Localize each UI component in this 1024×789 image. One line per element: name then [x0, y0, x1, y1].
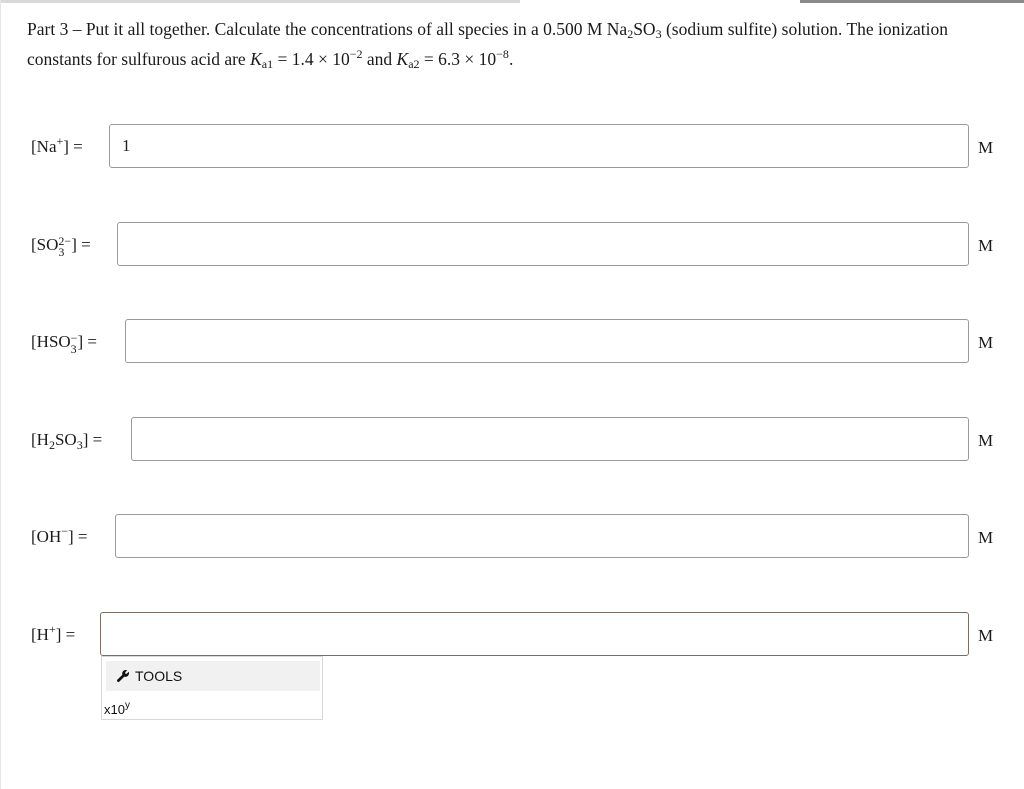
label-hydrogen: [H+] = [31, 622, 76, 644]
answer-row-bisulfite [0, 319, 1024, 365]
label-hydroxide: [OH−] = [31, 524, 88, 546]
unit-sulfurous-acid: M [978, 431, 994, 450]
hydrogen-concentration-input[interactable] [100, 612, 969, 656]
answer-row-sulfite [0, 222, 1024, 268]
answer-row-na [0, 124, 1024, 170]
sulfurous-acid-concentration-input[interactable] [131, 417, 969, 461]
answer-row-hydroxide [0, 514, 1024, 560]
label-bisulfite: [HSO − 3 ] = [31, 331, 97, 356]
unit-na: M [978, 138, 994, 157]
label-na: [Na+] = [31, 134, 83, 156]
label-sulfite: [SO 2− 3 ] = [31, 234, 91, 259]
unit-sulfite: M [978, 236, 994, 255]
answer-row-sulfurous-acid [0, 417, 1024, 463]
question-text: Part 3 – Put it all together. Calculate the concentrations of all species in a 0.500 M Na2SO3 (sodium sulfite) solution. The ionization constants for sulfurous acid are $Ka1 = 1.4 \times 10^{-2}$ and $Ka2 = 6.3 \times 10^{-8}$. [27, 19, 949, 71]
left-frame-line [0, 0, 1, 789]
hydroxide-concentration-input[interactable] [115, 514, 969, 558]
wrench-icon [116, 669, 130, 683]
label-sulfurous-acid: $[H_2SO_3]$ = [31, 430, 103, 452]
unit-hydrogen: M [978, 626, 994, 645]
tools-label: TOOLS [135, 668, 183, 684]
top-divider-left [0, 0, 520, 3]
unit-hydroxide: M [978, 528, 994, 547]
top-divider-right [800, 0, 1024, 3]
answer-row-hydrogen [0, 612, 1024, 658]
tools-panel [101, 656, 323, 720]
sulfite-concentration-input[interactable] [117, 222, 969, 266]
na-concentration-input[interactable]: 1 [109, 124, 969, 168]
unit-bisulfite: M [978, 333, 994, 352]
bisulfite-concentration-input[interactable] [125, 319, 969, 363]
tools-button[interactable] [106, 661, 320, 691]
scientific-notation-button[interactable]: x10$^y$ [104, 700, 130, 717]
